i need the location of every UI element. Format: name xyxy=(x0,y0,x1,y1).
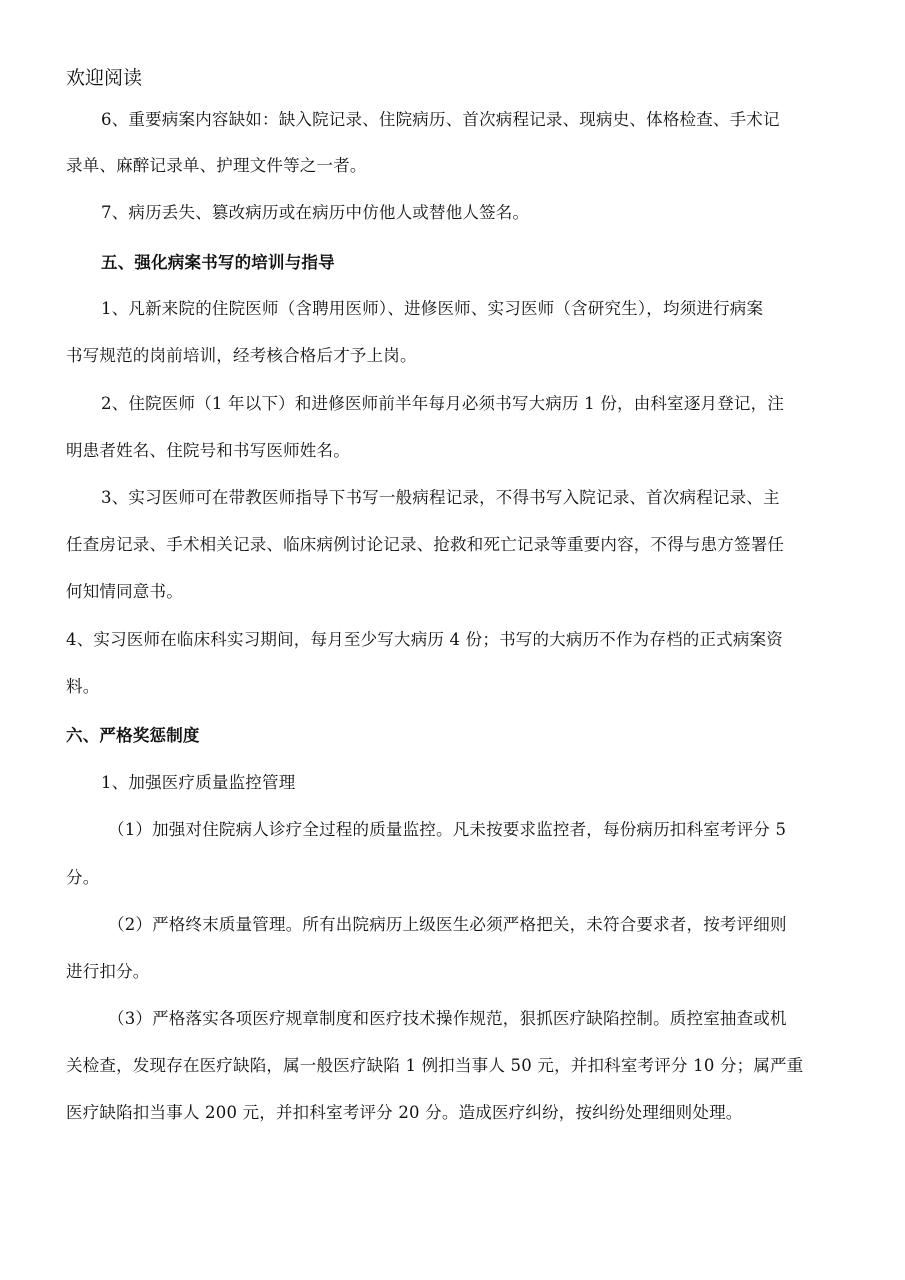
item-6-1-1-line-1: （1）加强对住院病人诊疗全过程的质量监控。凡未按要求监控者，每份病历扣科室考评分 5 xyxy=(108,820,787,839)
item-5-4-line-1: 4、实习医师在临床科实习期间，每月至少写大病历 4 份；书写的大病历不作为存档的正式病案资 xyxy=(66,630,783,649)
item-5-1-line-2: 书写规范的岗前培训，经考核合格后才予上岗。 xyxy=(66,346,417,365)
item-6-1: 1、加强医疗质量监控管理 xyxy=(101,773,296,792)
item-6-1-1-line-2: 分。 xyxy=(66,868,100,887)
item-7: 7、病历丢失、篡改病历或在病历中仿他人或替他人签名。 xyxy=(101,203,530,222)
item-6-1-3-line-2: 关检查，发现存在医疗缺陷，属一般医疗缺陷 1 例扣当事人 50 元，并扣科室考评分 10 分；属严重 xyxy=(66,1056,804,1075)
page-header-title: 欢迎阅读 xyxy=(66,67,143,89)
item-5-3-line-3: 何知情同意书。 xyxy=(66,582,183,601)
item-5-3-line-2: 任查房记录、手术相关记录、临床病例讨论记录、抢救和死亡记录等重要内容，不得与患方签署任 xyxy=(66,535,785,554)
item-6-1-2-line-2: 进行扣分。 xyxy=(66,962,150,981)
section-5-heading: 五、强化病案书写的培训与指导 xyxy=(101,253,335,272)
item-5-2-line-2: 明患者姓名、住院号和书写医师姓名。 xyxy=(66,441,350,460)
section-6-heading: 六、严格奖惩制度 xyxy=(66,726,200,745)
item-5-4-line-2: 料。 xyxy=(66,677,100,696)
item-5-1-line-1: 1、凡新来院的住院医师（含聘用医师）、进修医师、实习医师（含研究生），均须进行病案 xyxy=(101,299,764,318)
item-6-1-3-line-3: 医疗缺陷扣当事人 200 元，并扣科室考评分 20 分。造成医疗纠纷，按纠纷处理细则处理。 xyxy=(66,1103,743,1122)
item-6-line-1: 6、重要病案内容缺如：缺入院记录、住院病历、首次病程记录、现病史、体格检查、手术记 xyxy=(101,110,780,129)
item-6-1-3-line-1: （3）严格落实各项医疗规章制度和医疗技术操作规范，狠抓医疗缺陷控制。质控室抽查或机 xyxy=(108,1009,787,1028)
item-6-1-2-line-1: （2）严格终末质量管理。所有出院病历上级医生必须严格把关，未符合要求者，按考评细则 xyxy=(108,915,787,934)
item-5-3-line-1: 3、实习医师可在带教医师指导下书写一般病程记录，不得书写入院记录、首次病程记录、主 xyxy=(101,488,780,507)
item-5-2-line-1: 2、住院医师（1 年以下）和进修医师前半年每月必须书写大病历 1 份，由科室逐月登记，注 xyxy=(101,394,785,413)
item-6-line-2: 录单、麻醉记录单、护理文件等之一者。 xyxy=(66,156,367,175)
